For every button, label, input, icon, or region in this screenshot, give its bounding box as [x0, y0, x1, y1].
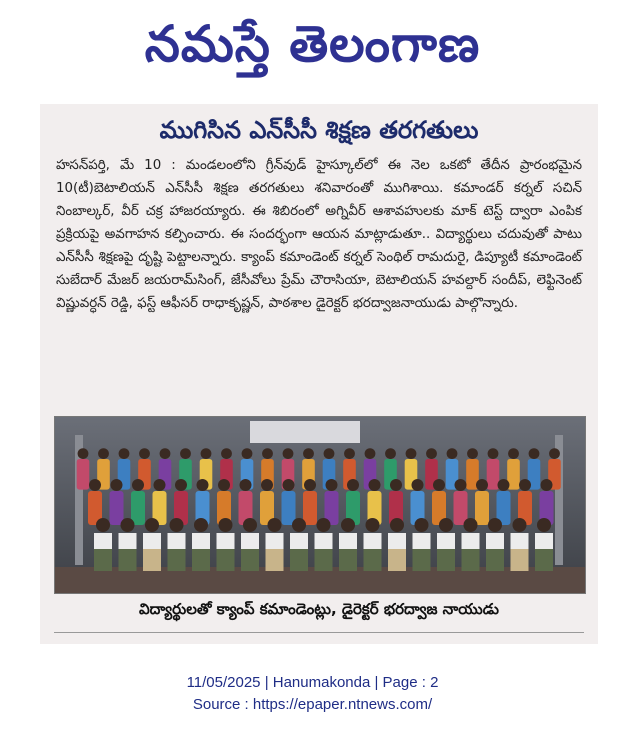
- news-clipping: [40, 104, 598, 644]
- cadet-figure: [266, 518, 284, 571]
- photo-caption: విద్యార్థులతో క్యాంప్ కమాండెంట్లు, డైరెక్టర్ భరద్వాజ నాయుడు: [139, 600, 499, 618]
- person-figure: [217, 479, 231, 525]
- person-figure: [303, 479, 317, 525]
- person-figure: [77, 448, 90, 489]
- cadet-figure: [94, 518, 112, 571]
- person-figure: [88, 479, 102, 525]
- cadet-figure: [143, 518, 161, 571]
- person-figure: [110, 479, 124, 525]
- source-label: Source :: [192, 696, 253, 713]
- person-figure: [260, 479, 274, 525]
- page-footer: [0, 672, 625, 716]
- person-figure: [454, 479, 468, 525]
- person-figure: [540, 479, 554, 525]
- article-headline: ముగిసిన ఎన్‌సీసీ శిక్షణ తరగతులు: [159, 116, 479, 144]
- article-body: హసన్‌పర్తి, మే 10 : మండలంలోని గ్రీన్‌వుడ్ హైస్కూల్‌లో ఈ నెల ఒకటో తేదీన ప్రారంభమైన 10(టీ)బెటాలియన్ ఎన్‌సీసీ శిక్షణ తరగతులు శనివారంతో ముగిశాయి. కమాండర్ కర్నల్ సచిన్ నింబాల్కర్, వీర్ చక్ర హాజరయ్యారు. ఈ శిబిరంలో అగ్నివీర్ ఆశావహులకు మాక్ టెస్ట్ ద్వారా ఎంపిక ప్రక్రియపై అవగాహన కల్పించారు. ఈ సందర్భంగా ఆయన మాట్లాడుతూ.. విద్యార్థులు చదువుతో పాటు ఎన్‌సీసీ శిక్షణపై దృష్టి పెట్టాలన్నారు. క్యాంప్ కమాండెంట్ కర్నల్ సెంథిల్ రామదురై, డిప్యూటీ కమాండెంట్ సుబేదార్ మేజర్ జయరామ్‌సింగ్, జేసీవోలు ప్రేమ్ చౌరాసియా, బెటాలియన్ హవల్దార్ సందీప్, లెఫ్టినెంట్ విష్ణువర్ధన్ రెడ్డి, ఫస్ట్ ఆఫీసర్ రాధాకృష్ణన్, పాఠశాల డైరెక్టర్ భరద్వాజనాయుడు పాల్గొన్నారు.: [56, 158, 582, 311]
- source-link[interactable]: https://epaper.ntnews.com/: [252, 696, 433, 713]
- cadet-figure: [535, 518, 553, 571]
- cadet-figure: [241, 518, 259, 571]
- person-figure: [497, 479, 511, 525]
- cadet-figure: [217, 518, 235, 571]
- person-figure: [325, 479, 339, 525]
- cadet-figure: [413, 518, 431, 571]
- newspaper-logo: నమస్తే తెలంగాణ: [144, 14, 481, 73]
- group-photo: [54, 416, 586, 594]
- source-line: [0, 694, 625, 716]
- person-figure: [475, 479, 489, 525]
- cadet-figure: [119, 518, 137, 571]
- cadet-figure: [364, 518, 382, 571]
- cadet-figure: [315, 518, 333, 571]
- person-figure: [368, 479, 382, 525]
- cadet-figure: [437, 518, 455, 571]
- person-figure: [196, 479, 210, 525]
- cadet-figure: [168, 518, 186, 571]
- person-figure: [432, 479, 446, 525]
- cadet-figure: [388, 518, 406, 571]
- person-figure: [153, 479, 167, 525]
- cadet-figure: [511, 518, 529, 571]
- edition-info: 11/05/2025 | Hanumakonda | Page : 2: [186, 674, 439, 691]
- cadet-figure: [486, 518, 504, 571]
- cadet-figure: [339, 518, 357, 571]
- cadet-figure: [192, 518, 210, 571]
- masthead: [0, 0, 625, 92]
- caption-divider: [54, 632, 584, 633]
- person-figure: [131, 479, 145, 525]
- cadet-figure: [462, 518, 480, 571]
- group-photo-illustration: [55, 417, 585, 593]
- person-figure: [487, 448, 500, 489]
- cadet-figure: [290, 518, 308, 571]
- person-figure: [282, 479, 296, 525]
